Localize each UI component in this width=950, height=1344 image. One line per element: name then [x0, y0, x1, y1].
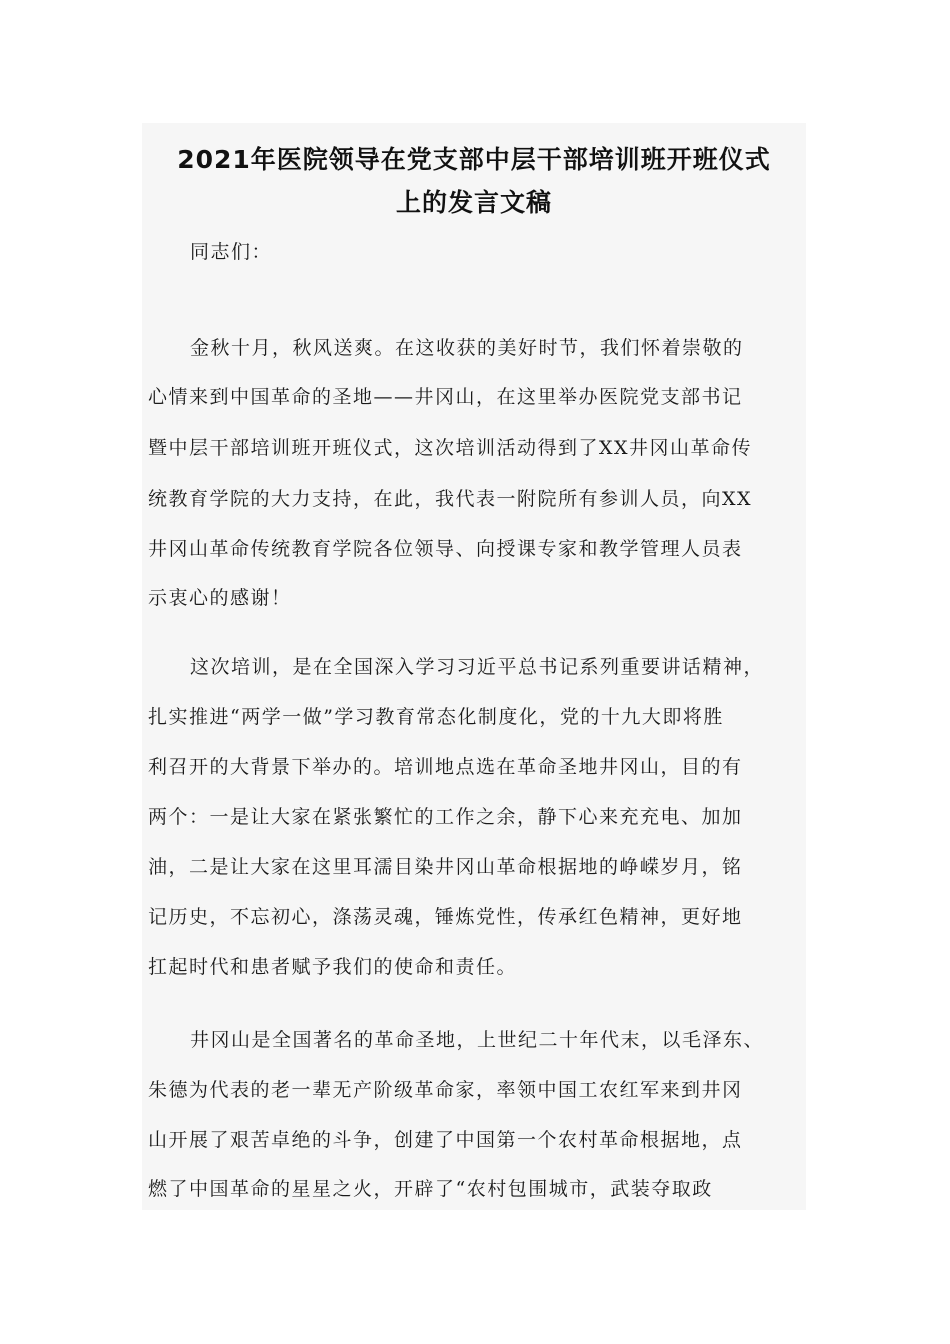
paragraph-2-line-7: 扛起时代和患者赋予我们的使命和责任。 — [148, 956, 518, 978]
paragraph-3-line-4: 燃了中国革命的星星之火，开辟了“农村包围城市，武装夺取政 — [148, 1178, 713, 1200]
document-title-line-2: 上的发言文稿 — [395, 188, 552, 217]
paragraph-2-line-1: 这次培训，是在全国深入学习习近平总书记系列重要讲话精神， — [190, 656, 765, 678]
paragraph-2-line-2: 扎实推进“两学一做”学习教育常态化制度化，党的十九大即将胜 — [148, 706, 724, 728]
salutation: 同志们： — [190, 241, 273, 263]
paragraph-3-line-2: 朱德为代表的老一辈无产阶级革命家，率领中国工农红军来到井冈 — [148, 1079, 743, 1101]
document-title-line-1: 2021年医院领导在党支部中层干部培训班开班仪式 — [177, 145, 771, 174]
paragraph-1-line-5: 井冈山革命传统教育学院各位领导、向授课专家和教学管理人员表 — [148, 538, 743, 560]
paragraph-2-line-3: 利召开的大背景下举办的。培训地点选在革命圣地井冈山，目的有 — [148, 756, 743, 778]
paragraph-1-line-4: 统教育学院的大力支持，在此，我代表一附院所有参训人员，向XX — [148, 488, 753, 510]
paragraph-3-line-1: 井冈山是全国著名的革命圣地，上世纪二十年代末，以毛泽东、 — [190, 1029, 765, 1051]
document-page — [142, 123, 806, 1210]
paragraph-2-line-6: 记历史，不忘初心，涤荡灵魂，锤炼党性，传承红色精神，更好地 — [148, 906, 743, 928]
paragraph-2-line-5: 油，二是让大家在这里耳濡目染井冈山革命根据地的峥嵘岁月，铭 — [148, 856, 743, 878]
paragraph-1-line-1: 金秋十月，秋风送爽。在这收获的美好时节，我们怀着崇敬的 — [190, 337, 744, 359]
paragraph-1-line-2: 心情来到中国革命的圣地——井冈山，在这里举办医院党支部书记 — [148, 386, 743, 408]
paragraph-2-line-4: 两个：一是让大家在紧张繁忙的工作之余，静下心来充充电、加加 — [148, 806, 743, 828]
paragraph-1-line-6: 示衷心的感谢！ — [148, 587, 292, 609]
paragraph-3-line-3: 山开展了艰苦卓绝的斗争，创建了中国第一个农村革命根据地，点 — [148, 1129, 743, 1151]
paragraph-1-line-3: 暨中层干部培训班开班仪式，这次培训活动得到了XX井冈山革命传 — [148, 437, 753, 459]
